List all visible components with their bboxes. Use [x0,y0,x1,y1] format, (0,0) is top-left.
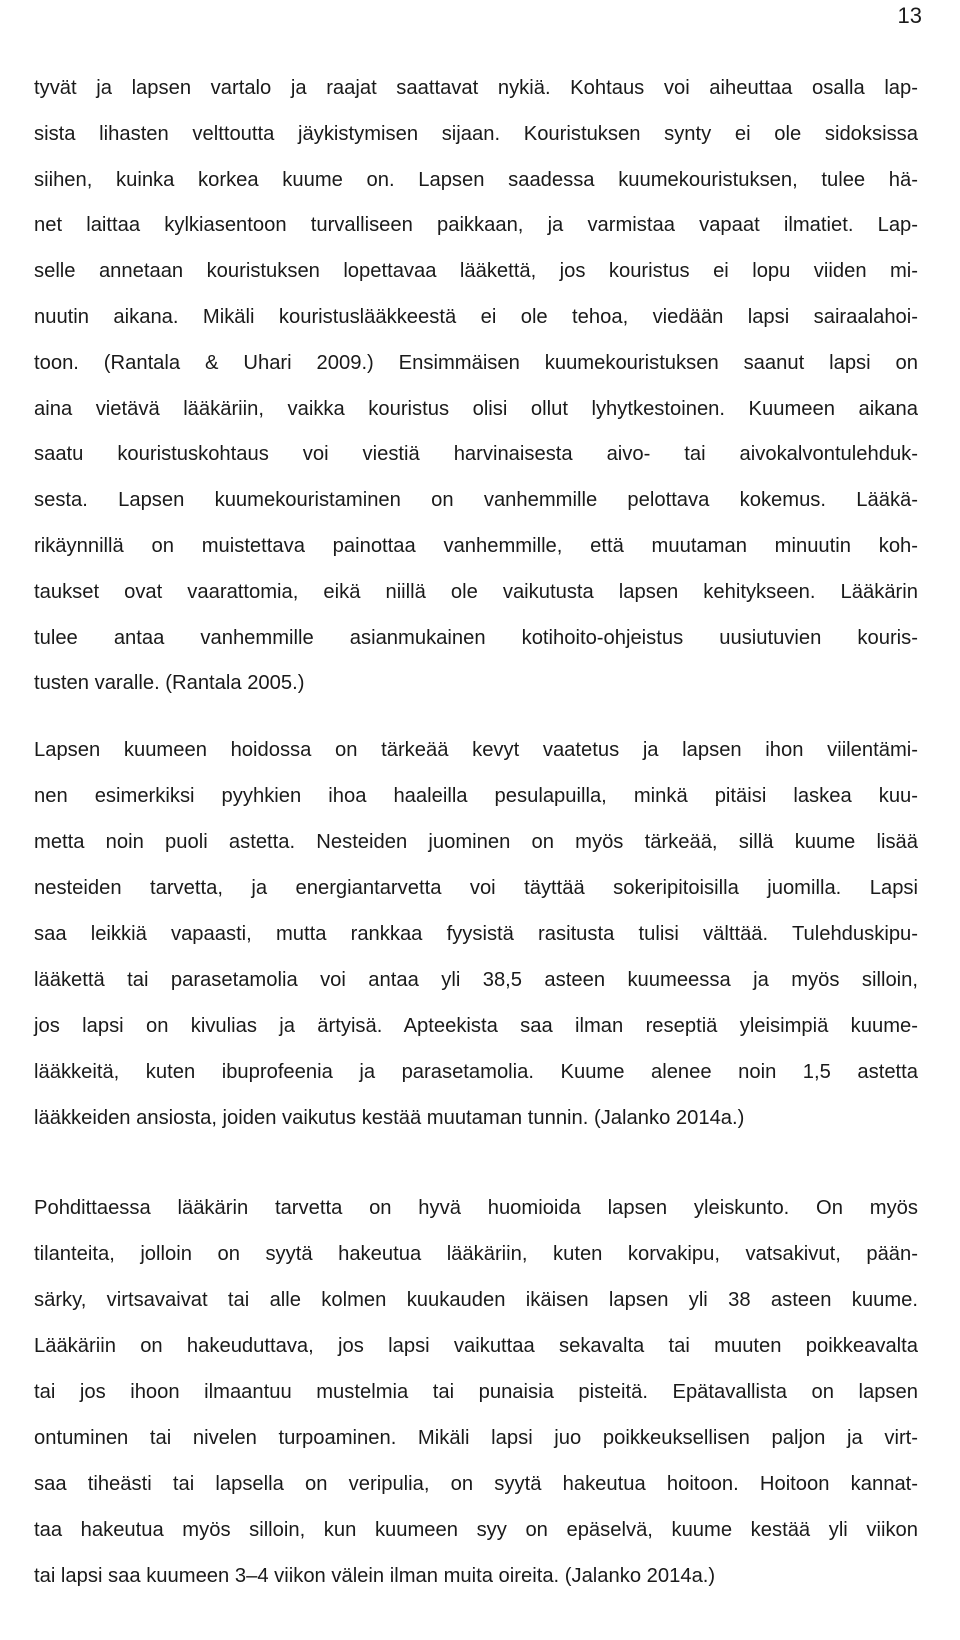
text-line: tulee antaa vanhemmille asianmukainen kotihoito-ohjeistus uusiutuvien kouris- [34,626,918,649]
text-line: lääkkeitä, kuten ibuprofeenia ja parasetamolia. Kuume alenee noin 1,5 astetta [34,1061,918,1083]
text-line: Lääkäriin on hakeuduttava, jos lapsi vaikuttaa sekavalta tai muuten poikkeavalta [34,1335,918,1357]
text-line: saa tiheästi tai lapsella on veripulia, on syytä hakeutua hoitoon. Hoitoon kannat- [34,1473,918,1495]
text-line: tai lapsi saa kuumeen 3–4 viikon välein ilman muita oireita. (Jalanko 2014a.) [34,1565,716,1587]
text-line: tai jos ihoon ilmaantuu mustelmia tai punaisia pisteitä. Epätavallista on lapsen [34,1381,918,1403]
text-line: sesta. Lapsen kuumekouristaminen on vanhemmille pelottava kokemus. Lääkä- [34,489,918,512]
text-line: saa leikkiä vapaasti, mutta rankkaa fyysistä rasitusta tulisi välttää. Tulehduskipu- [34,923,918,945]
text-line: siihen, kuinka korkea kuume on. Lapsen saadessa kuumekouristuksen, tulee hä- [34,168,918,191]
text-line: lääkettä tai parasetamolia voi antaa yli 38,5 asteen kuumeessa ja myös silloin, [34,969,918,991]
paragraph-doctor-visit [34,1185,918,1599]
text-line: net laittaa kylkiasentoon turvalliseen paikkaan, ja varmistaa vapaat ilmatiet. Lap- [34,214,918,237]
text-line: sista lihasten velttoutta jäykistymisen sijaan. Kouristuksen synty ei ole sidoksissa [34,122,918,145]
text-line: toon. (Rantala & Uhari 2009.) Ensimmäisen kuumekouristuksen saanut lapsi on [34,351,918,374]
text-line: nuutin aikana. Mikäli kouristuslääkkeestä ei ole tehoa, viedään lapsi sairaalahoi- [34,305,918,328]
page-number: 13 [897,3,922,28]
text-line: aina vietävä lääkäriin, vaikka kouristus olisi ollut lyhytkestoinen. Kuumeen aikana [34,397,918,420]
text-line: Pohdittaessa lääkärin tarvetta on hyvä huomioida lapsen yleiskunto. On myös [34,1197,918,1219]
text-line: ontuminen tai nivelen turpoaminen. Mikäli lapsi juo poikkeuksellisen paljon ja virt- [34,1427,918,1449]
text-line: metta noin puoli astetta. Nesteiden juominen on myös tärkeää, sillä kuume lisää [34,831,918,853]
text-line: Lapsen kuumeen hoidossa on tärkeää kevyt vaatetus ja lapsen ihon viilentämi- [34,739,918,761]
text-line: rikäynnillä on muistettava painottaa vanhemmille, että muutaman minuutin koh- [34,534,918,557]
paragraph-fever-care [34,727,918,1141]
text-line: selle annetaan kouristuksen lopettavaa lääkettä, jos kouristus ei lopu viiden mi- [34,260,918,283]
text-line: särky, virtsavaivat tai alle kolmen kuukauden ikäisen lapsen yli 38 asteen kuume. [34,1289,918,1311]
text-line: tyvät ja lapsen vartalo ja raajat saattavat nykiä. Kohtaus voi aiheuttaa osalla lap- [34,77,918,99]
paragraph-febrile-seizure [34,66,918,707]
text-line: jos lapsi on kivulias ja ärtyisä. Apteekista saa ilman reseptiä yleisimpiä kuume- [34,1015,918,1037]
text-line: nen esimerkiksi pyyhkien ihoa haaleilla pesulapuilla, minkä pitäisi laskea kuu- [34,785,918,807]
text-line: lääkkeiden ansiosta, joiden vaikutus kestää muutaman tunnin. (Jalanko 2014a.) [34,1107,745,1129]
text-line: tusten varalle. (Rantala 2005.) [34,672,305,695]
text-line: taa hakeutua myös silloin, kun kuumeen syy on epäselvä, kuume kestää yli viikon [34,1519,918,1541]
text-line: nesteiden tarvetta, ja energiantarvetta voi täyttää sokeripitoisilla juomilla. Lapsi [34,877,918,899]
text-line: saatu kouristuskohtaus voi viestiä harvinaisesta aivo- tai aivokalvontulehduk- [34,443,918,466]
text-line: tilanteita, jolloin on syytä hakeutua lääkäriin, kuten korvakipu, vatsakivut, pään- [34,1243,918,1265]
text-line: taukset ovat vaarattomia, eikä niillä ole vaikutusta lapsen kehitykseen. Lääkärin [34,580,918,603]
